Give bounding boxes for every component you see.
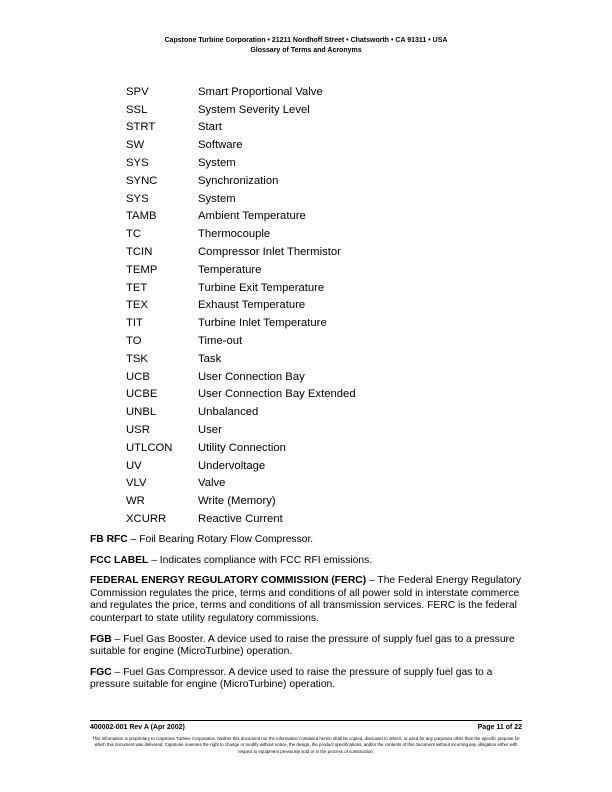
abbreviation-term: STRT bbox=[126, 121, 156, 134]
abbreviation-row bbox=[126, 279, 506, 297]
abbreviation-row bbox=[126, 190, 506, 208]
abbreviation-definition: System Severity Level bbox=[198, 103, 310, 116]
abbreviation-row bbox=[126, 208, 506, 226]
abbreviation-row bbox=[126, 83, 506, 101]
abbreviation-definition: Time-out bbox=[198, 335, 243, 348]
definition-entry bbox=[90, 667, 522, 692]
abbreviation-row bbox=[126, 457, 506, 475]
abbreviation-definition: Utility Connection bbox=[198, 441, 286, 454]
abbreviation-list bbox=[126, 83, 506, 528]
definition-term: FEDERAL ENERGY REGULATORY COMMISSION (FERC) bbox=[90, 575, 367, 587]
abbreviation-definition: User bbox=[198, 424, 222, 437]
abbreviation-definition: User Connection Bay bbox=[198, 370, 305, 383]
abbreviation-definition: Smart Proportional Valve bbox=[198, 85, 323, 98]
footer-disclaimer: This information is proprietary to Capstone Turbine Corporation. Neither this document nor the information contained herein shall be copied, disclosed to others, or used for any purposes other than the specific purpose for which this document was delivered. Capstone reserves the right to change or modify without notice, the design, the product specifications, and/or the contents of this document without incurring any obligation either with respect to equipment previously sold or in the process of construction. bbox=[92, 736, 520, 754]
abbreviation-definition: Unbalanced bbox=[198, 406, 259, 419]
abbreviation-row bbox=[126, 136, 506, 154]
abbreviation-row bbox=[126, 368, 506, 386]
abbreviation-term: USR bbox=[126, 424, 150, 437]
footer-divider bbox=[90, 720, 522, 721]
definition-entry bbox=[90, 575, 522, 625]
abbreviation-term: SYS bbox=[126, 192, 149, 205]
abbreviation-term: UTLCON bbox=[126, 441, 173, 454]
abbreviation-term: SPV bbox=[126, 85, 149, 98]
abbreviation-term: VLV bbox=[126, 477, 147, 490]
abbreviation-row bbox=[126, 225, 506, 243]
abbreviation-row bbox=[126, 314, 506, 332]
abbreviation-row bbox=[126, 154, 506, 172]
definition-entry bbox=[90, 534, 522, 547]
abbreviation-term: SYS bbox=[126, 157, 149, 170]
abbreviation-definition: Ambient Temperature bbox=[198, 210, 306, 223]
abbreviation-term: TIT bbox=[126, 317, 143, 330]
abbreviation-term: TSK bbox=[126, 352, 148, 365]
definition-entry bbox=[90, 634, 522, 659]
abbreviation-definition: User Connection Bay Extended bbox=[198, 388, 356, 401]
abbreviation-row bbox=[126, 350, 506, 368]
abbreviation-term: XCURR bbox=[126, 513, 167, 526]
abbreviation-term: WR bbox=[126, 495, 145, 508]
abbreviation-row bbox=[126, 119, 506, 137]
abbreviation-definition: Exhaust Temperature bbox=[198, 299, 306, 312]
abbreviation-row bbox=[126, 475, 506, 493]
abbreviation-definition: Software bbox=[198, 139, 243, 152]
abbreviation-term: TO bbox=[126, 335, 142, 348]
abbreviation-row bbox=[126, 492, 506, 510]
abbreviation-term: UCB bbox=[126, 370, 150, 383]
abbreviation-row bbox=[126, 172, 506, 190]
abbreviation-definition: Turbine Inlet Temperature bbox=[198, 317, 327, 330]
definition-term: FGC bbox=[90, 666, 112, 678]
definitions-section bbox=[90, 534, 522, 700]
abbreviation-row bbox=[126, 386, 506, 404]
footer-bar bbox=[90, 724, 522, 731]
abbreviation-row bbox=[126, 261, 506, 279]
abbreviation-term: SW bbox=[126, 139, 145, 152]
abbreviation-term: UNBL bbox=[126, 406, 157, 419]
abbreviation-definition: Temperature bbox=[198, 263, 262, 276]
definition-text: – Indicates compliance with FCC RFI emissions. bbox=[148, 554, 373, 566]
definition-term: FB RFC bbox=[90, 534, 128, 545]
abbreviation-definition: Valve bbox=[198, 477, 226, 490]
abbreviation-row bbox=[126, 439, 506, 457]
abbreviation-definition: Start bbox=[198, 121, 222, 134]
abbreviation-term: UCBE bbox=[126, 388, 158, 401]
abbreviation-row bbox=[126, 403, 506, 421]
abbreviation-definition: Task bbox=[198, 352, 222, 365]
abbreviation-definition: Reactive Current bbox=[198, 513, 283, 526]
abbreviation-term: SSL bbox=[126, 103, 148, 116]
page-header bbox=[0, 36, 612, 55]
abbreviation-term: TET bbox=[126, 281, 148, 294]
header-company-line: Capstone Turbine Corporation • 21211 Nordhoff Street • Chatsworth • CA 91311 • USA bbox=[164, 37, 448, 44]
abbreviation-term: TAMB bbox=[126, 210, 157, 223]
definition-entry bbox=[90, 555, 522, 568]
abbreviation-row bbox=[126, 332, 506, 350]
abbreviation-row bbox=[126, 101, 506, 119]
abbreviation-row bbox=[126, 297, 506, 315]
abbreviation-definition: Synchronization bbox=[198, 174, 279, 187]
abbreviation-definition: Write (Memory) bbox=[198, 495, 276, 508]
abbreviation-term: UV bbox=[126, 459, 142, 472]
abbreviation-row bbox=[126, 421, 506, 439]
page-number: Page 11 of 22 bbox=[477, 724, 522, 731]
abbreviation-term: TEX bbox=[126, 299, 148, 312]
abbreviation-definition: Compressor Inlet Thermistor bbox=[198, 246, 341, 259]
abbreviation-term: TEMP bbox=[126, 263, 158, 276]
definition-term: FCC LABEL bbox=[90, 554, 149, 566]
header-title: Glossary of Terms and Acronyms bbox=[250, 46, 362, 54]
abbreviation-definition: Undervoltage bbox=[198, 459, 266, 472]
abbreviation-row bbox=[126, 510, 506, 528]
definition-text: – Foil Bearing Rotary Flow Compressor. bbox=[127, 534, 314, 545]
definition-term: FGB bbox=[90, 633, 112, 645]
doc-number: 400002-001 Rev A (Apr 2002) bbox=[90, 724, 185, 731]
abbreviation-definition: System bbox=[198, 192, 236, 205]
definition-text: – Fuel Gas Booster. A device used to raise the pressure of supply fuel gas to a pressure suitable for engine (MicroTurbine) operation. bbox=[90, 633, 515, 658]
abbreviation-definition: System bbox=[198, 157, 236, 170]
abbreviation-term: TC bbox=[126, 228, 142, 241]
abbreviation-row bbox=[126, 243, 506, 261]
definition-text: – The Federal Energy Regulatory Commission regulates the price, terms and conditions of all power sold in interstate commerce and regulates the price, terms and conditions of all transmission services. FERC is the federal counterpart to state utility regulatory commissions. bbox=[90, 575, 522, 624]
abbreviation-definition: Thermocouple bbox=[198, 228, 271, 241]
abbreviation-term: SYNC bbox=[126, 174, 158, 187]
abbreviation-definition: Turbine Exit Temperature bbox=[198, 281, 325, 294]
definition-text: – Fuel Gas Compressor. A device used to raise the pressure of supply fuel gas to a pressure suitable for engine (MicroTurbine) operation. bbox=[90, 666, 493, 691]
abbreviation-term: TCIN bbox=[126, 246, 153, 259]
